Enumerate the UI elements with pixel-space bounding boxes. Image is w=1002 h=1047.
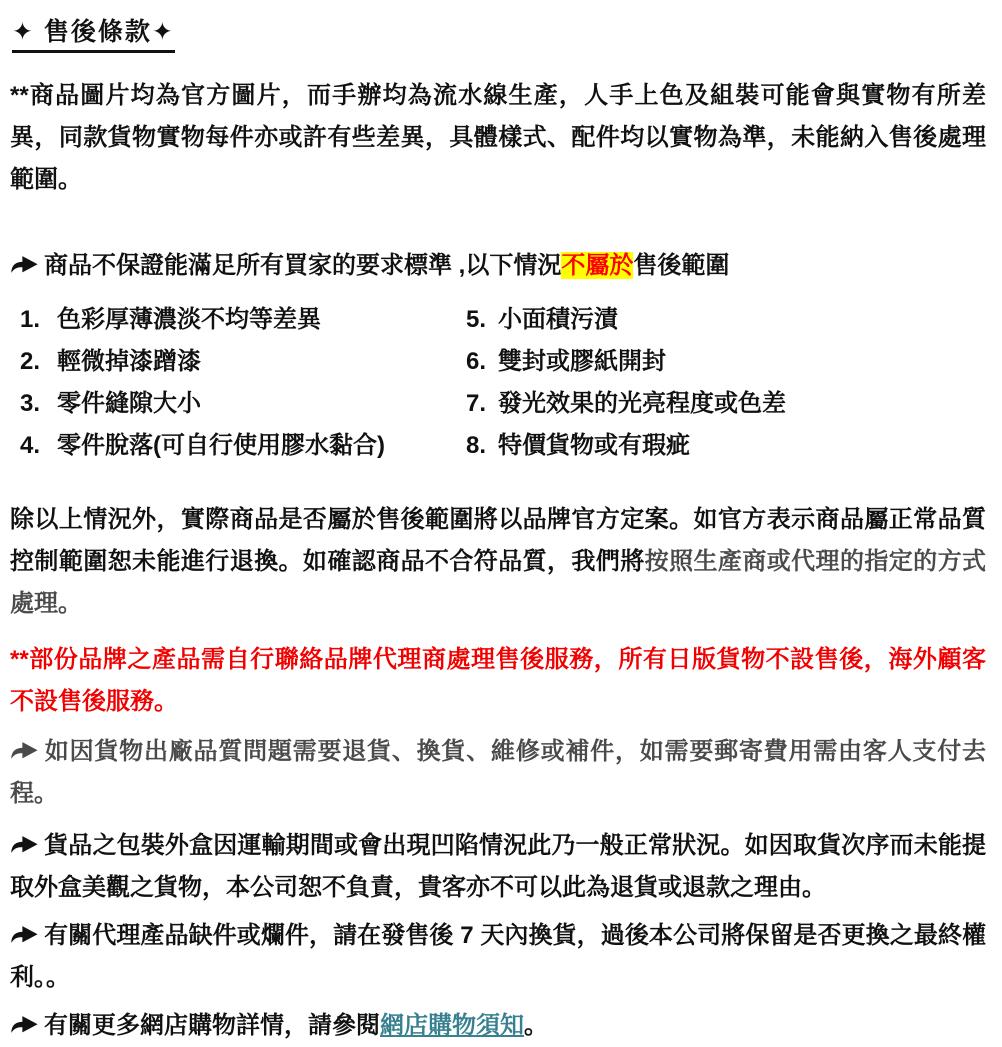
item-text: 發光效果的光亮程度或色差	[498, 390, 786, 417]
list-item	[10, 425, 462, 467]
item-number: 4.	[19, 432, 40, 459]
intro-paragraph: **商品圖片均為官方圖片，而手辦均為流水線生產，人手上色及組裝可能會與實物有所差異，同款貨物實物每件亦或許有些差異，具體樣式、配件均以實物為準，未能納入售後處理範圍。	[10, 82, 986, 193]
item-text: 雙封或膠紙開封	[498, 348, 666, 375]
more-info-paragraph	[10, 1005, 986, 1047]
item-text: 零件縫隙大小	[57, 390, 201, 417]
item-text: 色彩厚薄濃淡不均等差異	[57, 306, 321, 333]
list-item	[462, 299, 986, 341]
page-title: ✦ 售後條款✦	[12, 16, 175, 53]
shop-guide-link[interactable]: 網店購物須知	[380, 1012, 524, 1039]
more-info-suffix: 。	[524, 1012, 548, 1039]
defect-list-left-column	[10, 299, 462, 467]
not-covered-heading	[10, 245, 986, 287]
note-text: 如因貨物出廠品質問題需要退貨、換貨、維修或補件，如需要郵寄費用需由客人支付去程。	[10, 738, 986, 807]
curved-right-arrow-icon	[10, 740, 40, 761]
item-number: 2.	[19, 348, 40, 375]
not-covered-prefix: 商品不保證能滿足所有買家的要求標準 ,以下情況	[44, 252, 562, 279]
policy-text-black: 除以上情況外，實際商品是否屬於售後範圍將以品牌官方定案。如官方表示商品屬正常品質控制範圍恕未能進行退換。如確認商品不合符品質，我們將	[10, 506, 986, 575]
list-item	[10, 383, 462, 425]
item-number: 3.	[19, 390, 40, 417]
curved-right-arrow-icon	[10, 254, 40, 275]
note-paragraph-replacement	[10, 915, 986, 999]
defect-list-right-column	[462, 299, 986, 467]
item-text: 特價貨物或有瑕疵	[498, 432, 690, 459]
note-paragraph-box-dent	[10, 825, 986, 909]
item-text: 輕微掉漆蹭漆	[57, 348, 201, 375]
list-item	[462, 383, 986, 425]
list-item	[10, 299, 462, 341]
note-text: 有關代理產品缺件或爛件，請在發售後 7 天內換貨，過後本公司將保留是否更換之最終權利。。	[10, 922, 986, 991]
policy-paragraph	[10, 499, 986, 625]
red-warning-paragraph: **部份品牌之產品需自行聯絡品牌代理商處理售後服務，所有日版貨物不設售後，海外顧客不設售後服務。	[10, 646, 986, 715]
highlight-not-covered: 不屬於	[561, 252, 634, 279]
not-covered-suffix: 售後範圍	[633, 252, 730, 279]
list-item	[10, 341, 462, 383]
more-info-prefix: 有關更多網店購物詳情，請參閱	[44, 1012, 380, 1039]
item-number: 8.	[465, 432, 486, 459]
item-text: 小面積污漬	[498, 306, 618, 333]
note-text: 貨品之包裝外盒因運輸期間或會出現凹陷情況此乃一般正常狀況。如因取貨次序而未能提取外盒美觀之貨物，本公司恕不負責，貴客亦不可以此為退貨或退款之理由。	[10, 832, 986, 901]
item-number: 5.	[465, 306, 486, 333]
item-number: 7.	[465, 390, 486, 417]
defect-list	[10, 299, 986, 467]
policy-text-gray: 按照生產商或代理的指定的方式處理。	[10, 548, 987, 617]
item-text: 零件脫落(可自行使用膠水黏合)	[57, 432, 385, 459]
curved-right-arrow-icon	[10, 1014, 40, 1035]
curved-right-arrow-icon	[10, 834, 40, 855]
list-item	[462, 341, 986, 383]
list-item	[462, 425, 986, 467]
curved-right-arrow-icon	[10, 924, 40, 945]
item-number: 1.	[19, 306, 40, 333]
item-number: 6.	[465, 348, 486, 375]
note-paragraph-shipping-cost	[10, 731, 986, 815]
